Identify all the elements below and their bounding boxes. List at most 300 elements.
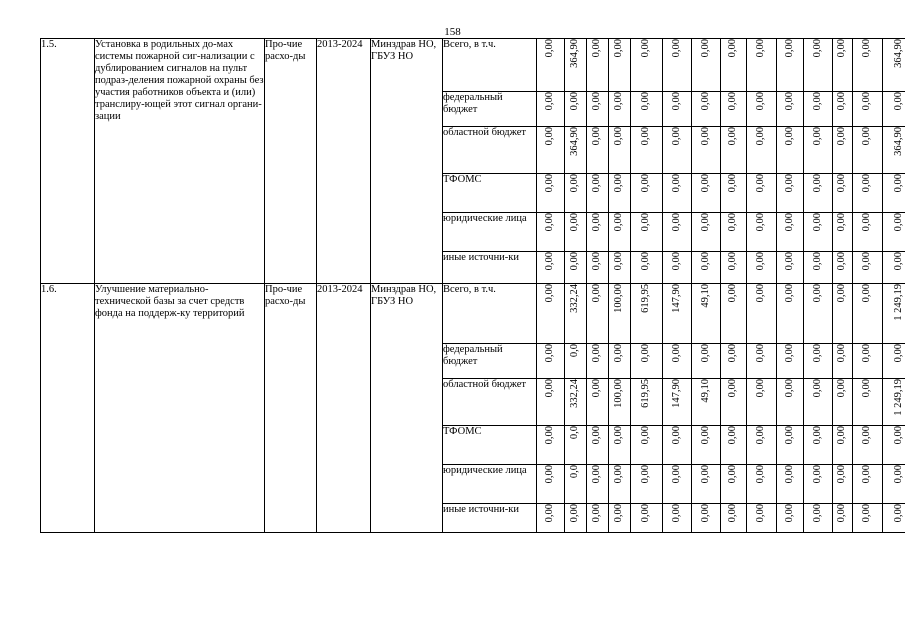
value-text: 0,00 (893, 426, 905, 445)
value-text: 0,00 (811, 92, 823, 111)
value-cell (663, 284, 692, 344)
value-text: 0,00 (727, 252, 739, 271)
value-text: 0,00 (727, 426, 739, 445)
value-text: 0,00 (569, 174, 581, 193)
value-text: 0,00 (893, 92, 905, 111)
funding-source-label: иные источни-ки (443, 504, 537, 533)
value-text: 0,00 (836, 92, 848, 111)
value-cell (853, 344, 883, 379)
value-text: 0,00 (893, 344, 905, 363)
value-cell (692, 174, 721, 213)
table-row (41, 284, 905, 344)
value-text: 0,00 (699, 174, 711, 193)
value-text: 619,95 (640, 284, 652, 313)
value-cell (609, 426, 631, 465)
value-cell (747, 39, 777, 92)
value-cell (747, 379, 777, 426)
value-text: 0,00 (811, 127, 823, 146)
value-cell (565, 284, 587, 344)
value-cell (692, 213, 721, 252)
funding-source-label: юридические лица (443, 213, 537, 252)
value-text: 0,00 (670, 39, 682, 58)
value-text: 0,0 (569, 426, 581, 440)
value-text: 332,24 (569, 284, 581, 313)
value-text: 0,00 (861, 174, 873, 193)
value-cell (721, 465, 747, 504)
value-text: 0,00 (836, 127, 848, 146)
value-cell (883, 465, 905, 504)
value-cell (609, 379, 631, 426)
value-cell (692, 252, 721, 284)
value-text: 0,00 (811, 504, 823, 523)
value-text: 0,00 (755, 174, 767, 193)
value-text: 0,00 (591, 504, 603, 523)
value-cell (833, 465, 853, 504)
value-cell (537, 39, 565, 92)
value-cell (747, 465, 777, 504)
value-text: 0,00 (811, 174, 823, 193)
value-text: 147,90 (670, 379, 682, 408)
value-text: 0,00 (755, 39, 767, 58)
value-text: 0,00 (727, 174, 739, 193)
value-text: 364,90 (893, 39, 905, 68)
value-text: 0,00 (670, 252, 682, 271)
value-cell (692, 92, 721, 127)
value-cell (833, 127, 853, 174)
value-text: 0,00 (727, 284, 739, 303)
value-text: 0,00 (783, 344, 795, 363)
value-cell (853, 174, 883, 213)
funding-source-label: Всего, в т.ч. (443, 39, 537, 92)
value-cell (833, 426, 853, 465)
value-text: 0,00 (699, 465, 711, 484)
value-text: 0,00 (893, 252, 905, 271)
value-text: 0,00 (569, 92, 581, 111)
value-cell (747, 426, 777, 465)
value-text: 0,00 (783, 92, 795, 111)
value-cell (721, 379, 747, 426)
value-cell (804, 92, 833, 127)
value-cell (747, 92, 777, 127)
value-cell (804, 465, 833, 504)
value-text: 0,00 (783, 504, 795, 523)
value-cell (565, 426, 587, 465)
value-cell (777, 174, 804, 213)
value-text: 0,00 (836, 252, 848, 271)
value-cell (804, 213, 833, 252)
value-text: 0,00 (544, 379, 556, 398)
value-cell (631, 504, 663, 533)
value-text: 0,00 (569, 252, 581, 271)
value-text: 0,00 (640, 92, 652, 111)
value-cell (853, 252, 883, 284)
value-text: 0,00 (811, 284, 823, 303)
value-cell (883, 127, 905, 174)
value-text: 49,10 (699, 284, 711, 308)
value-text: 0,00 (727, 344, 739, 363)
value-cell (631, 379, 663, 426)
value-text: 0,00 (544, 92, 556, 111)
value-cell (777, 92, 804, 127)
value-cell (692, 284, 721, 344)
value-cell (565, 92, 587, 127)
value-text: 0,00 (544, 426, 556, 445)
value-cell (853, 379, 883, 426)
value-cell (692, 426, 721, 465)
value-text: 0,00 (640, 426, 652, 445)
value-cell (631, 426, 663, 465)
value-cell (721, 92, 747, 127)
value-cell (587, 344, 609, 379)
value-cell (609, 39, 631, 92)
value-text: 0,00 (755, 127, 767, 146)
value-cell (587, 252, 609, 284)
value-text: 0,00 (670, 344, 682, 363)
value-text: 0,00 (783, 465, 795, 484)
value-cell (631, 127, 663, 174)
funding-source-label: Всего, в т.ч. (443, 284, 537, 344)
value-cell (777, 39, 804, 92)
value-text: 0,00 (836, 174, 848, 193)
value-text: 0,00 (755, 504, 767, 523)
value-text: 0,00 (544, 174, 556, 193)
value-text: 0,00 (613, 39, 625, 58)
section-executor: Минздрав НО, ГБУЗ НО (371, 284, 443, 533)
funding-source-label: федеральный бюджет (443, 92, 537, 127)
section-title: Установка в родильных до-мах системы пожарной сиг-нализации с дублированием сигналов на пульт подраз-деления пожарной охраны без участия работников объекта и (или) транслиру-ющей этот сигнал органи-зации (95, 39, 265, 284)
section-period: 2013-2024 (317, 284, 371, 533)
value-text: 364,90 (569, 127, 581, 156)
value-cell (804, 284, 833, 344)
value-text: 0,00 (544, 344, 556, 363)
value-text: 0,00 (893, 504, 905, 523)
value-cell (853, 213, 883, 252)
value-cell (692, 379, 721, 426)
value-cell (853, 465, 883, 504)
value-text: 0,00 (755, 426, 767, 445)
value-text: 0,00 (544, 252, 556, 271)
value-cell (777, 284, 804, 344)
section-number: 1.6. (41, 284, 95, 533)
value-cell (721, 284, 747, 344)
value-text: 0,00 (755, 465, 767, 484)
value-text: 0,00 (727, 92, 739, 111)
funding-source-label: областной бюджет (443, 379, 537, 426)
section-executor: Минздрав НО, ГБУЗ НО (371, 39, 443, 284)
value-cell (537, 379, 565, 426)
value-text: 0,00 (783, 252, 795, 271)
funding-source-label: областной бюджет (443, 127, 537, 174)
value-text: 0,00 (670, 465, 682, 484)
value-text: 0,00 (811, 379, 823, 398)
value-text: 0,00 (755, 344, 767, 363)
value-text: 0,00 (836, 426, 848, 445)
value-cell (692, 39, 721, 92)
value-cell (537, 284, 565, 344)
value-cell (537, 92, 565, 127)
value-text: 0,00 (613, 465, 625, 484)
value-cell (777, 127, 804, 174)
value-text: 0,00 (861, 465, 873, 484)
value-text: 0,00 (755, 92, 767, 111)
section-title: Улучшение материально-технической базы за счет средств фонда на поддерж-ку территорий (95, 284, 265, 533)
value-text: 0,00 (544, 39, 556, 58)
value-text: 0,00 (613, 213, 625, 232)
funding-source-label: ТФОМС (443, 174, 537, 213)
value-cell (853, 504, 883, 533)
value-text: 0,00 (727, 379, 739, 398)
section-period: 2013-2024 (317, 39, 371, 284)
value-cell (883, 379, 905, 426)
value-text: 49,10 (699, 379, 711, 403)
value-cell (747, 284, 777, 344)
value-cell (663, 379, 692, 426)
value-cell (565, 504, 587, 533)
value-cell (565, 39, 587, 92)
value-cell (565, 252, 587, 284)
value-text: 0,00 (811, 465, 823, 484)
value-cell (833, 92, 853, 127)
value-text: 0,00 (861, 252, 873, 271)
value-text: 0,00 (670, 174, 682, 193)
value-text: 0,00 (544, 465, 556, 484)
value-text: 0,00 (569, 504, 581, 523)
value-cell (631, 92, 663, 127)
value-cell (587, 174, 609, 213)
value-cell (804, 344, 833, 379)
value-cell (747, 504, 777, 533)
value-text: 619,95 (640, 379, 652, 408)
value-cell (853, 284, 883, 344)
value-text: 0,00 (640, 465, 652, 484)
value-text: 0,00 (591, 39, 603, 58)
value-text: 0,00 (783, 379, 795, 398)
value-text: 0,00 (727, 39, 739, 58)
value-text: 0,00 (811, 39, 823, 58)
value-text: 0,00 (591, 284, 603, 303)
value-cell (777, 252, 804, 284)
value-cell (663, 213, 692, 252)
value-cell (565, 174, 587, 213)
value-text: 0,00 (699, 127, 711, 146)
value-cell (631, 174, 663, 213)
value-cell (631, 344, 663, 379)
section-category: Про-чие расхо-ды (265, 39, 317, 284)
value-text: 0,00 (783, 426, 795, 445)
value-text: 0,00 (727, 213, 739, 232)
value-text: 0,00 (783, 284, 795, 303)
value-text: 0,00 (613, 504, 625, 523)
value-text: 0,00 (670, 213, 682, 232)
value-text: 0,00 (836, 213, 848, 232)
value-cell (804, 252, 833, 284)
value-cell (804, 127, 833, 174)
value-cell (663, 344, 692, 379)
value-cell (537, 252, 565, 284)
value-text: 0,00 (811, 426, 823, 445)
value-cell (747, 344, 777, 379)
value-cell (609, 284, 631, 344)
value-cell (721, 344, 747, 379)
value-text: 0,00 (613, 174, 625, 193)
value-cell (833, 344, 853, 379)
value-text: 332,24 (569, 379, 581, 408)
value-text: 0,00 (699, 92, 711, 111)
value-cell (883, 504, 905, 533)
value-cell (853, 92, 883, 127)
value-cell (804, 379, 833, 426)
value-cell (692, 504, 721, 533)
value-text: 0,00 (755, 252, 767, 271)
value-text: 0,00 (544, 504, 556, 523)
value-cell (883, 92, 905, 127)
value-cell (777, 426, 804, 465)
value-text: 0,00 (591, 344, 603, 363)
value-text: 0,00 (755, 379, 767, 398)
value-cell (663, 426, 692, 465)
value-text: 0,00 (836, 379, 848, 398)
value-text: 0,00 (699, 426, 711, 445)
value-text: 0,00 (861, 284, 873, 303)
value-cell (883, 284, 905, 344)
value-text: 0,00 (699, 252, 711, 271)
value-text: 0,00 (640, 213, 652, 232)
section-number: 1.5. (41, 39, 95, 284)
value-cell (587, 92, 609, 127)
value-text: 0,00 (670, 92, 682, 111)
value-cell (663, 127, 692, 174)
value-cell (692, 465, 721, 504)
value-cell (537, 213, 565, 252)
funding-source-label: юридические лица (443, 465, 537, 504)
value-cell (537, 174, 565, 213)
value-cell (804, 39, 833, 92)
value-text: 0,00 (640, 344, 652, 363)
value-text: 0,00 (811, 213, 823, 232)
value-cell (663, 174, 692, 213)
value-text: 0,00 (893, 213, 905, 232)
value-cell (537, 465, 565, 504)
value-text: 100,00 (613, 379, 625, 408)
value-text: 0,00 (613, 92, 625, 111)
value-text: 147,90 (670, 284, 682, 313)
value-text: 0,00 (640, 174, 652, 193)
value-text: 0,00 (811, 252, 823, 271)
value-cell (537, 504, 565, 533)
value-text: 0,00 (640, 39, 652, 58)
value-text: 0,00 (591, 127, 603, 146)
value-text: 0,00 (670, 504, 682, 523)
value-text: 0,00 (836, 504, 848, 523)
value-cell (663, 252, 692, 284)
value-text: 0,00 (544, 213, 556, 232)
value-text: 0,00 (544, 284, 556, 303)
value-text: 0,00 (861, 379, 873, 398)
value-text: 0,00 (699, 213, 711, 232)
value-cell (565, 213, 587, 252)
value-cell (777, 213, 804, 252)
value-text: 0,00 (591, 465, 603, 484)
value-text: 0,00 (569, 213, 581, 232)
value-cell (692, 344, 721, 379)
value-text: 0,00 (861, 504, 873, 523)
value-cell (883, 174, 905, 213)
value-cell (883, 213, 905, 252)
value-cell (804, 174, 833, 213)
value-text: 0,00 (861, 426, 873, 445)
value-cell (747, 127, 777, 174)
value-text: 0,00 (893, 465, 905, 484)
value-cell (587, 213, 609, 252)
value-cell (777, 379, 804, 426)
value-cell (833, 39, 853, 92)
value-cell (833, 504, 853, 533)
value-cell (587, 39, 609, 92)
value-text: 0,00 (783, 174, 795, 193)
budget-table (40, 38, 905, 533)
value-text: 0,00 (613, 344, 625, 363)
value-cell (663, 92, 692, 127)
table-row (41, 39, 905, 92)
value-cell (609, 174, 631, 213)
value-text: 0,00 (811, 344, 823, 363)
value-cell (721, 252, 747, 284)
value-text: 0,00 (861, 213, 873, 232)
value-cell (537, 127, 565, 174)
value-cell (721, 426, 747, 465)
value-text: 0,00 (727, 127, 739, 146)
value-text: 364,90 (893, 127, 905, 156)
value-text: 0,00 (727, 504, 739, 523)
value-cell (631, 252, 663, 284)
value-cell (631, 465, 663, 504)
value-cell (804, 426, 833, 465)
value-cell (833, 174, 853, 213)
value-cell (833, 213, 853, 252)
value-cell (883, 426, 905, 465)
value-cell (587, 426, 609, 465)
value-cell (631, 39, 663, 92)
value-cell (537, 426, 565, 465)
value-cell (587, 465, 609, 504)
value-text: 0,00 (836, 344, 848, 363)
value-cell (747, 174, 777, 213)
value-cell (692, 127, 721, 174)
value-cell (587, 504, 609, 533)
value-cell (883, 39, 905, 92)
value-cell (609, 213, 631, 252)
value-cell (663, 504, 692, 533)
value-cell (587, 284, 609, 344)
value-text: 0,00 (727, 465, 739, 484)
value-cell (883, 252, 905, 284)
value-cell (565, 344, 587, 379)
value-cell (609, 92, 631, 127)
value-cell (663, 39, 692, 92)
value-cell (777, 504, 804, 533)
value-text: 0,00 (699, 39, 711, 58)
value-cell (565, 465, 587, 504)
value-text: 0,00 (861, 92, 873, 111)
value-text: 0,00 (836, 465, 848, 484)
value-cell (833, 379, 853, 426)
value-text: 0,0 (569, 465, 581, 479)
value-text: 0,00 (591, 252, 603, 271)
value-cell (883, 344, 905, 379)
value-text: 0,00 (699, 344, 711, 363)
value-cell (853, 127, 883, 174)
value-text: 0,00 (613, 426, 625, 445)
